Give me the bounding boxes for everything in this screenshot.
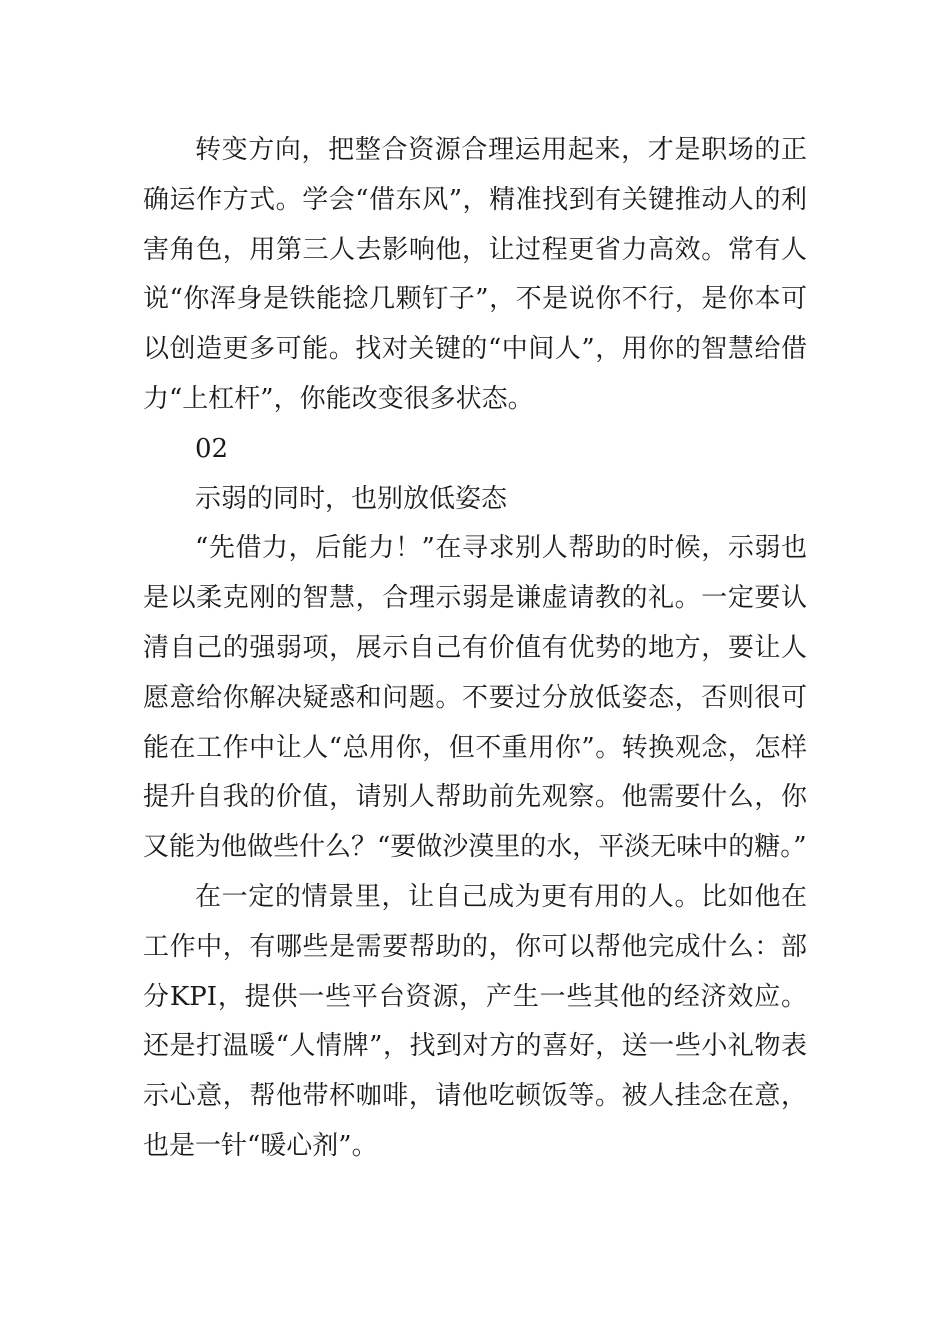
paragraph-3: 在一定的情景里，让自己成为更有用的人。比如他在工作中，有哪些是需要帮助的，你可以帮他完成什么：部分KPI，提供一些平台资源，产生一些其他的经济效应。还是打温暖“人情牌”，找到对方的喜好，送一些小礼物表示心意，帮他带杯咖啡，请他吃顿饭等。被人挂念在意，也是一针“暖心剂”。	[143, 881, 807, 1161]
section-number: 02	[195, 433, 229, 464]
paragraph-2: “先借力，后能力！”在寻求别人帮助的时候，示弱也是以柔克刚的智慧，合理示弱是谦虚请教的礼。一定要认清自己的强弱项，展示自己有价值有优势的地方，要让人愿意给你解决疑惑和问题。不要过分放低姿态，否则很可能在工作中让人“总用你，但不重用你”。转换观念，怎样提升自我的价值，请别人帮助前先观察。他需要什么，你又能为他做些什么？“要做沙漠里的水，平淡无味中的糖。”	[143, 533, 807, 863]
section-heading: 示弱的同时，也别放低姿态	[195, 483, 508, 514]
article-body	[143, 126, 807, 1172]
paragraph-1: 转变方向，把整合资源合理运用起来，才是职场的正确运作方式。学会“借东风”，精准找到有关键推动人的利害角色，用第三人去影响他，让过程更省力高效。常有人说“你浑身是铁能捻几颗钉子”，不是说你不行，是你本可以创造更多可能。找对关键的“中间人”，用你的智慧给借力“上杠杆”，你能改变很多状态。	[143, 135, 807, 414]
